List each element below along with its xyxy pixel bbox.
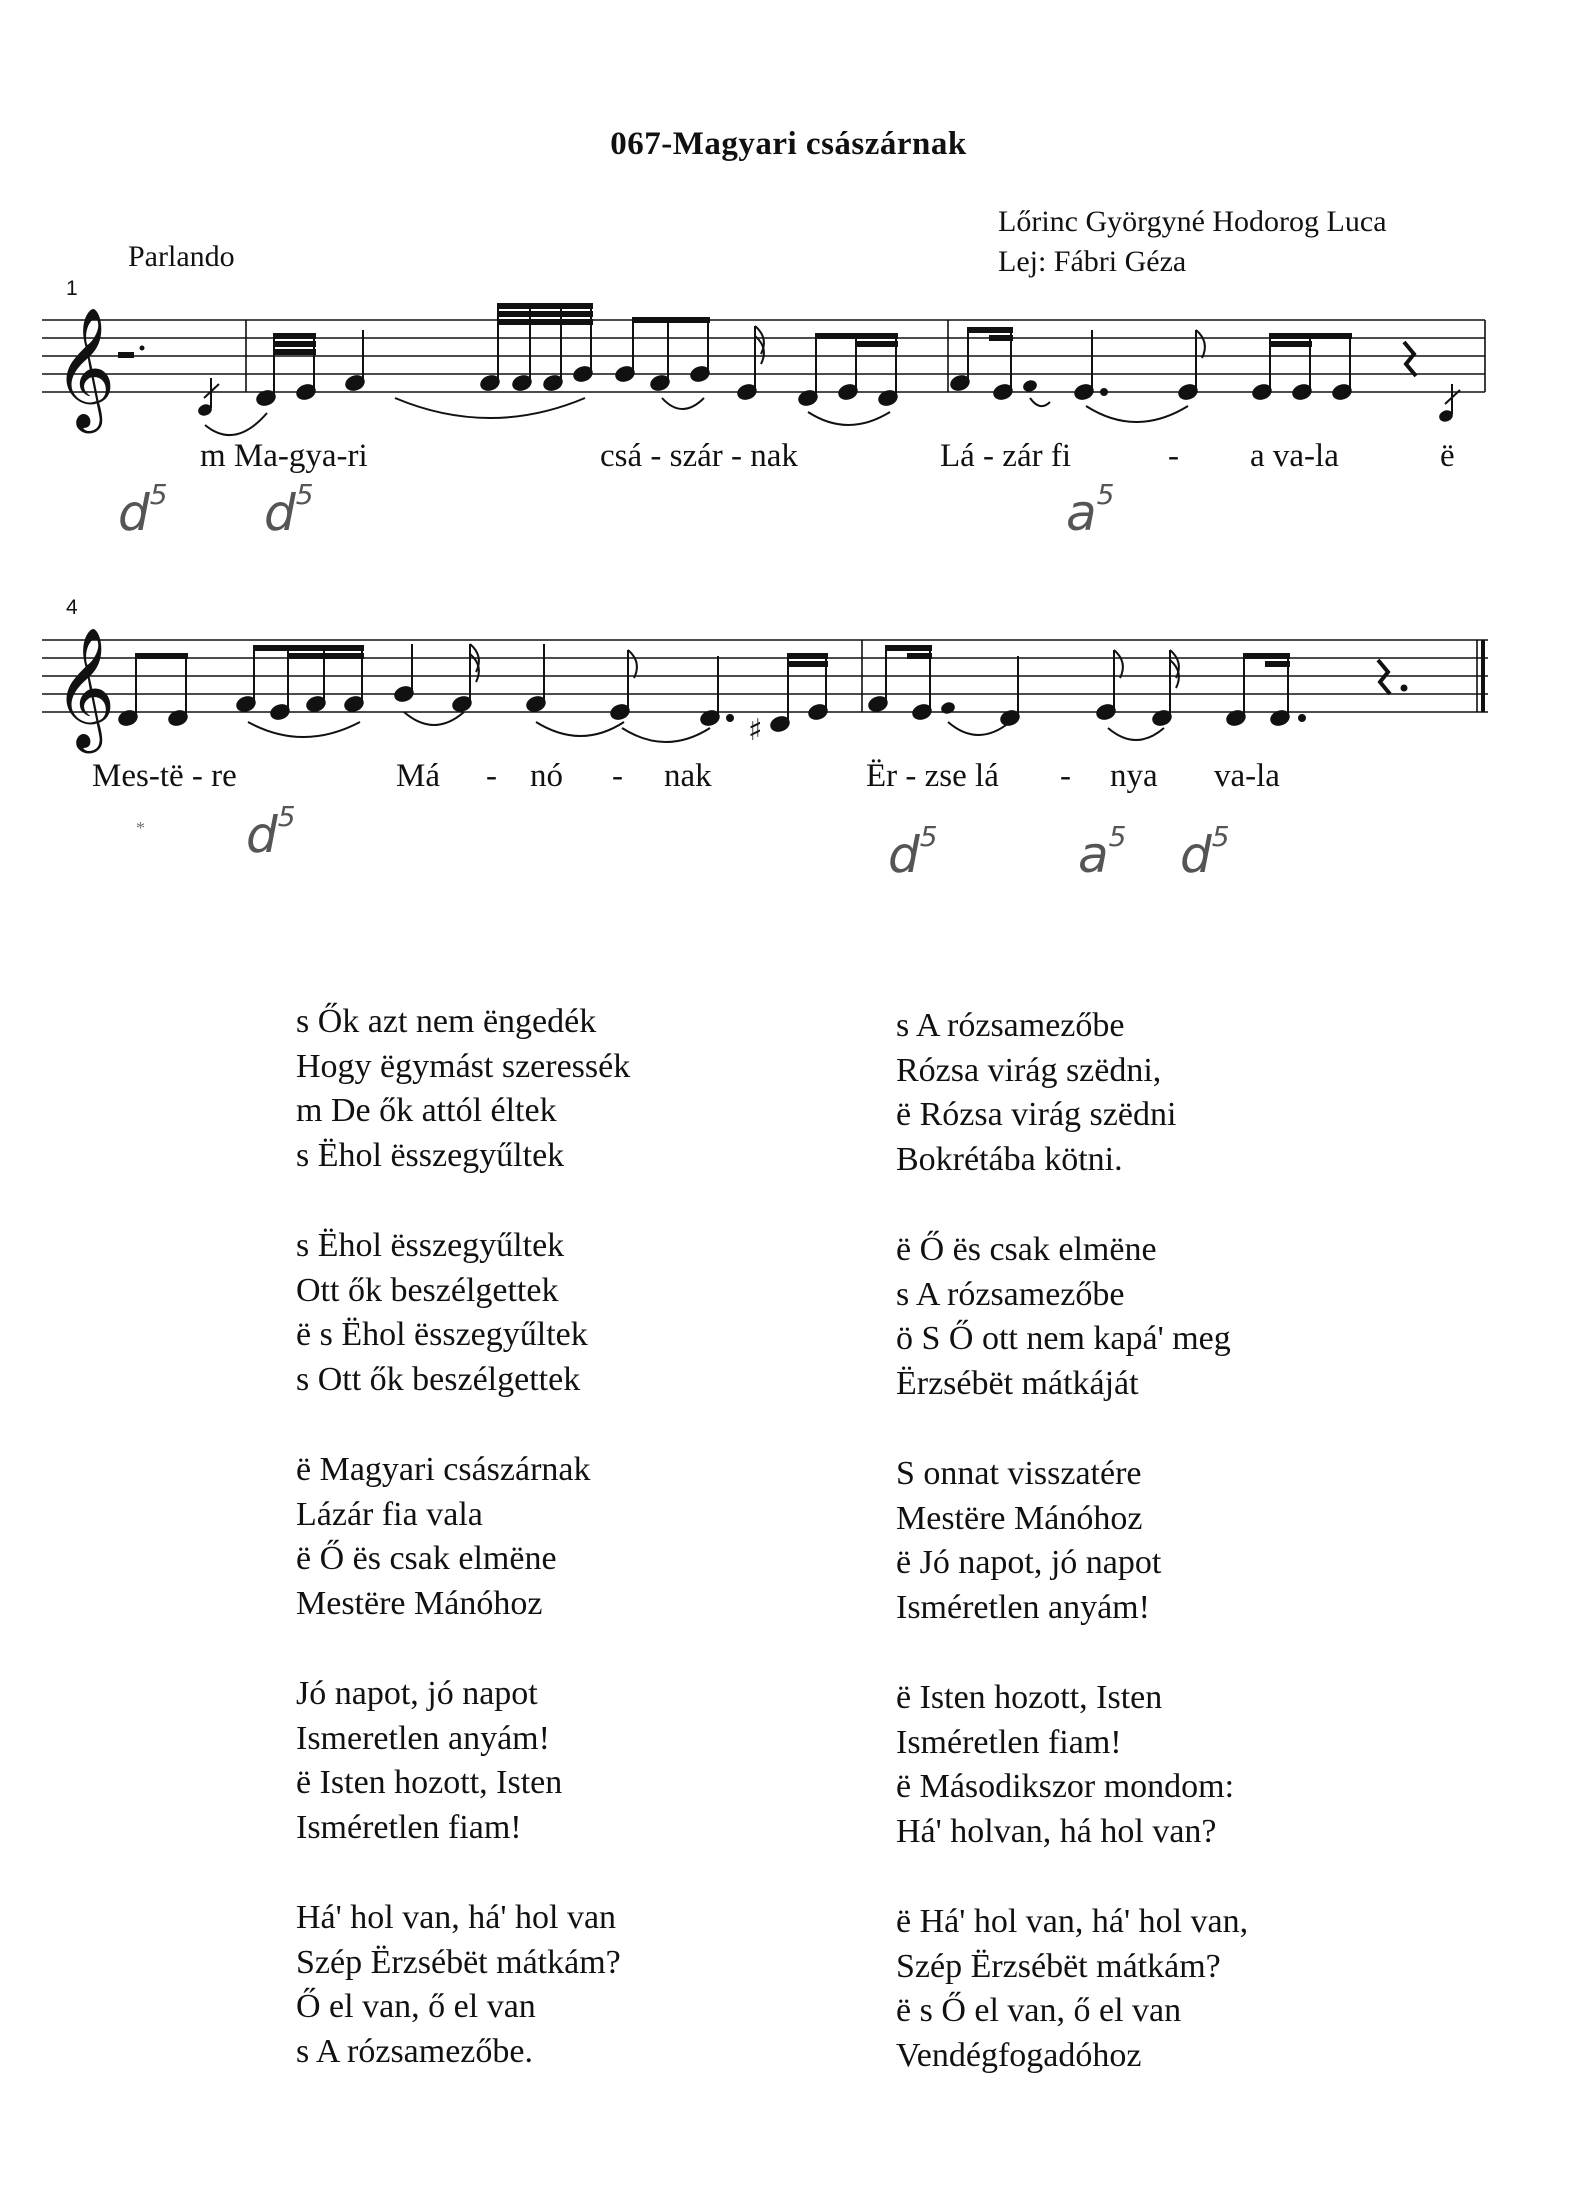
- lyric-syllables: Mes-të - re: [92, 758, 237, 794]
- svg-text:♯: ♯: [748, 713, 763, 748]
- chord-annotation: $d^5$: [118, 478, 168, 542]
- lyric-syllables: -: [486, 758, 497, 794]
- stanza-line: Há' holvan, há hol van?: [896, 1812, 1217, 1850]
- stanza-line: m De ők attól éltek: [296, 1092, 557, 1129]
- stanza-right-5: [896, 1900, 1248, 2078]
- lyric-syllables: csá - szár - nak: [600, 438, 798, 474]
- treble-clef-1: 𝄞: [54, 306, 116, 428]
- stanza-line: Jó napot, jó napot: [296, 1675, 538, 1712]
- stanza-line: Isméretlen fiam!: [896, 1723, 1122, 1761]
- stanza-line: S onnat visszatére: [896, 1455, 1142, 1492]
- stanza-line: Szép Ërzsébët mátkám?: [296, 1943, 621, 1981]
- lyric-syllables: Ër - zse lá: [866, 758, 999, 794]
- stanza-line: ë Ő ës csak elmëne: [896, 1231, 1157, 1268]
- stanza-right-2: [896, 1228, 1231, 1406]
- stanza-line: ë Há' hol van, há' hol van,: [896, 1903, 1249, 1940]
- stanza-line: Ő el van, ő el van: [296, 1988, 536, 2025]
- stanza-line: Ott ők beszélgettek: [296, 1271, 559, 1309]
- stanza-line: s Ëhol ësszegyűltek: [296, 1227, 565, 1264]
- lyric-syllables: -: [612, 758, 623, 794]
- stanza-line: ë s Ő el van, ő el van: [896, 1992, 1182, 2029]
- stanza-line: Hogy ëgymást szeressék: [296, 1047, 631, 1085]
- stanza-line: s Ëhol ësszegyűltek: [296, 1136, 565, 1174]
- stanza-line: ë Magyari császárnak: [296, 1451, 591, 1488]
- lyric-syllables: ë: [1440, 438, 1455, 474]
- stanza-line: Lázár fia vala: [296, 1495, 483, 1533]
- stanza-right-4: [896, 1676, 1234, 1854]
- lyric-syllables: va-la: [1214, 758, 1280, 794]
- stanza-line: ë Jó napot, jó napot: [896, 1544, 1162, 1581]
- stanza-line: Vendégfogadóhoz: [896, 2036, 1142, 2074]
- stanza-line: Isméretlen anyám!: [896, 1588, 1150, 1626]
- chord-annotation: $d^5$: [888, 820, 938, 884]
- stanza-line: Ismeretlen anyám!: [296, 1719, 550, 1757]
- lyric-syllables: m Ma-gya-ri: [200, 438, 368, 474]
- system-1-notes: [198, 304, 1460, 422]
- lyric-syllables: -: [1168, 438, 1179, 474]
- stanza-line: ë Isten hozott, Isten: [896, 1679, 1163, 1716]
- stanza-line: ö S Ő ott nem kapá' meg: [896, 1320, 1231, 1357]
- performer-credit: Lőrinc Györgyné Hodorog Luca: [998, 205, 1387, 238]
- stanza-line: Ërzsébët mátkáját: [896, 1364, 1139, 1402]
- stanza-left-1: [296, 1000, 630, 1178]
- lyric-syllables: -: [1060, 758, 1071, 794]
- stanza-line: ë Rózsa virág szëdni: [896, 1096, 1177, 1133]
- stanza-left-3: [296, 1448, 591, 1626]
- lyric-syllables: Lá - zár fi: [940, 438, 1071, 474]
- tempo-marking: Parlando: [128, 240, 235, 273]
- lyric-syllables: nak: [664, 758, 712, 794]
- chord-annotation: $d^5$: [1180, 820, 1230, 884]
- chord-annotation: $d^5$: [246, 800, 296, 864]
- stanza-line: s Ott ők beszélgettek: [296, 1360, 581, 1398]
- system-2-notes: [117, 644, 1406, 748]
- stanza-line: Mestëre Mánóhoz: [296, 1584, 543, 1622]
- stanza-line: Mestëre Mánóhoz: [896, 1499, 1143, 1537]
- chord-annotation: $a^5$: [1078, 820, 1127, 884]
- ink-mark: *: [136, 818, 145, 838]
- treble-clef-2: 𝄞: [54, 626, 116, 748]
- stanza-left-5: [296, 1896, 621, 2074]
- stanza-line: Isméretlen fiam!: [296, 1808, 522, 1846]
- stanza-right-3: [896, 1452, 1161, 1630]
- measure-number-4: 4: [66, 596, 78, 619]
- stanza-left-4: [296, 1672, 562, 1850]
- stanza-line: ë Másodikszor mondom:: [896, 1768, 1235, 1805]
- song-title: 067-Magyari császárnak: [610, 126, 967, 162]
- chord-annotation: $d^5$: [264, 478, 314, 542]
- stanza-line: Há' hol van, há' hol van: [296, 1899, 617, 1936]
- chord-annotation: $a^5$: [1066, 478, 1115, 542]
- lyric-syllables: nó: [530, 758, 563, 794]
- stanza-line: ë Ő ës csak elmëne: [296, 1540, 557, 1577]
- stanza-line: s Ők azt nem ëngedék: [296, 1003, 597, 1040]
- stanza-left-2: [296, 1224, 588, 1402]
- stanza-line: Rózsa virág szëdni,: [896, 1051, 1162, 1089]
- stanza-line: ë Isten hozott, Isten: [296, 1764, 563, 1801]
- stanza-line: s A rózsamezőbe: [896, 1275, 1125, 1313]
- stanza-line: Szép Ërzsébët mátkám?: [896, 1947, 1221, 1985]
- stanza-line: s A rózsamezőbe.: [296, 2032, 533, 2070]
- melody-credit: Lej: Fábri Géza: [998, 245, 1187, 278]
- music-notation: [0, 0, 1577, 950]
- stanza-line: s A rózsamezőbe: [896, 1007, 1125, 1044]
- stanza-line: Bokrétába kötni.: [896, 1140, 1123, 1178]
- lyric-syllables: a va-la: [1250, 438, 1339, 474]
- measure-number-1: 1: [66, 277, 78, 300]
- stanza-right-1: [896, 1004, 1176, 1182]
- stanza-line: ë s Ëhol ësszegyűltek: [296, 1316, 588, 1353]
- lyric-syllables: nya: [1110, 758, 1158, 794]
- lyric-syllables: Má: [396, 758, 440, 794]
